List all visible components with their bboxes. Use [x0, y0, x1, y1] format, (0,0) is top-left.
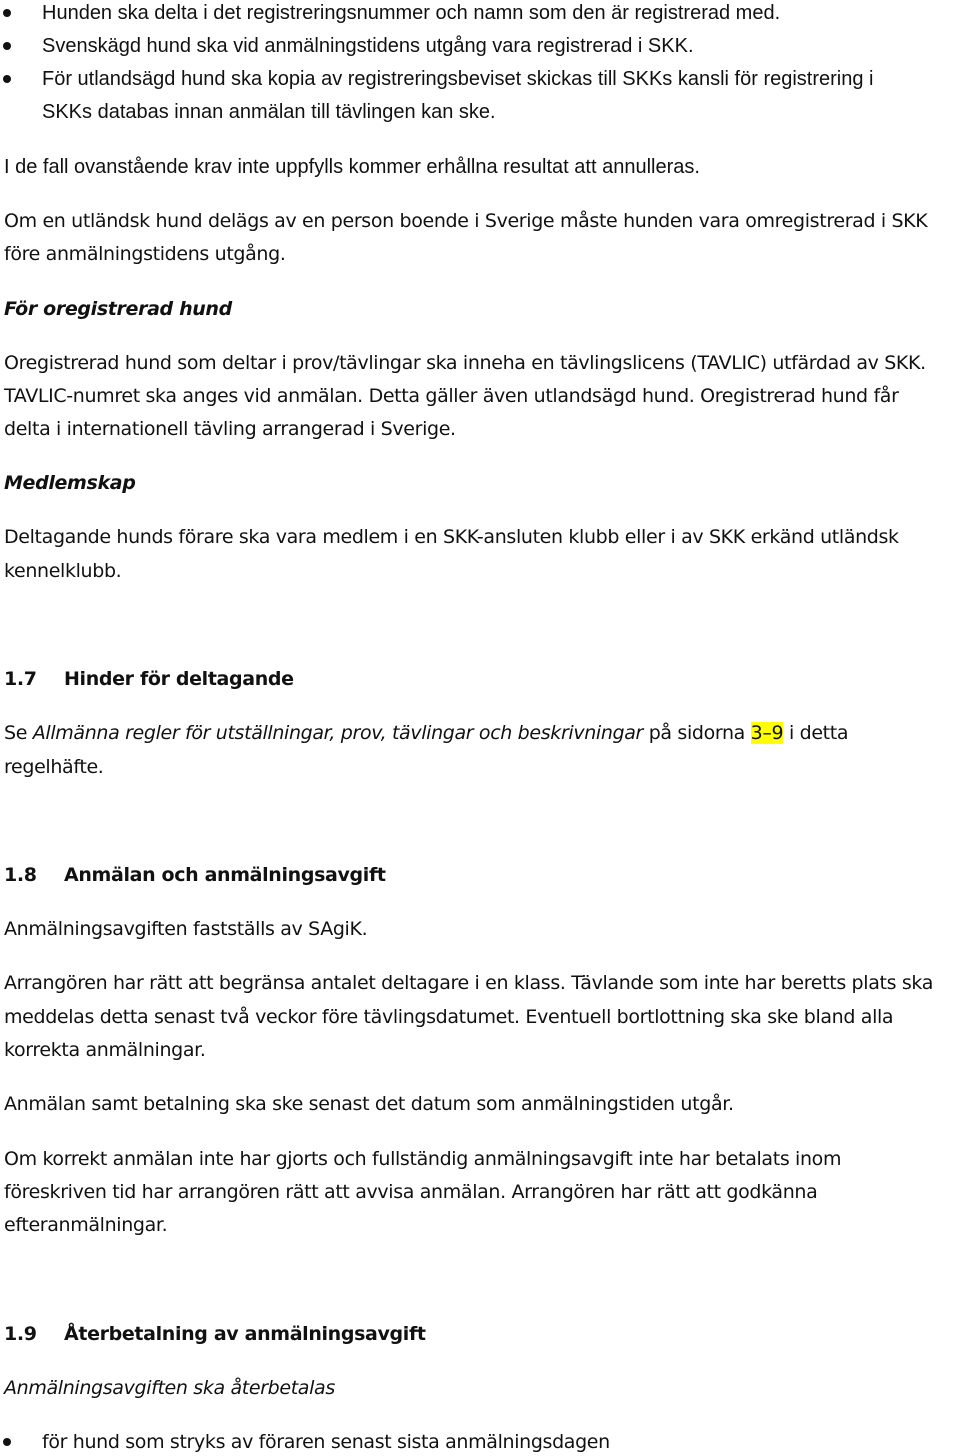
paragraph-membership-line: Deltagande hunds förare ska vara medlem i en SKK-ansluten klubb eller i av SKK erkänd utländsk	[4, 526, 899, 548]
bullet-item: Svenskägd hund ska vid anmälningstidens utgång vara registrerad i SKK.	[42, 35, 694, 57]
heading-membership: Medlemskap	[4, 472, 136, 494]
paragraph-reject-line: föreskriven tid har arrangören rätt att avvisa anmälan. Arrangören har rätt att godkänna	[4, 1181, 818, 1203]
bullet-icon	[3, 9, 11, 17]
paragraph-membership-line: kennelklubb.	[4, 560, 122, 582]
bullet-icon	[3, 75, 11, 83]
paragraph-fee-set: Anmälningsavgiften fastställs av SAgiK.	[4, 918, 368, 940]
paragraph-foreign-line: Om en utländsk hund delägs av en person boende i Sverige måste hunden vara omregistrerad i SKK	[4, 210, 928, 232]
section-title: Återbetalning av anmälningsavgift	[64, 1323, 426, 1345]
subheading-refund: Anmälningsavgiften ska återbetalas	[4, 1377, 335, 1399]
reference-rules-title: Allmänna regler för utställningar, prov, tävlingar och beskrivningar	[32, 722, 644, 744]
reference-suffix: i detta	[783, 722, 849, 744]
paragraph-limit-line: meddelas detta senast två veckor före tävlingsdatumet. Eventuell bortlottning ska ske bland alla	[4, 1006, 894, 1028]
section-heading-1-7	[4, 665, 294, 693]
bullet-icon	[3, 1438, 11, 1446]
section-title: Anmälan och anmälningsavgift	[64, 864, 386, 886]
section-heading-1-9	[4, 1320, 426, 1348]
heading-unregistered: För oregistrerad hund	[4, 298, 232, 320]
reference-prefix: Se	[4, 722, 33, 744]
highlighted-page-range: 3–9	[750, 722, 784, 744]
paragraph-foreign-line: före anmälningstidens utgång.	[4, 243, 286, 265]
paragraph-annul: I de fall ovanstående krav inte uppfylls kommer erhållna resultat att annulleras.	[4, 156, 700, 178]
paragraph-unregistered-line: Oregistrerad hund som deltar i prov/tävlingar ska inneha en tävlingslicens (TAVLIC) utfärdad av SKK.	[4, 352, 926, 374]
paragraph-reject-line: efteranmälningar.	[4, 1214, 168, 1236]
bullet-item: För utlandsägd hund ska kopia av registreringsbeviset skickas till SKKs kansli för registrering i	[42, 68, 874, 90]
bullet-item: Hunden ska delta i det registreringsnummer och namn som den är registrerad med.	[42, 2, 781, 24]
bullet-item-continuation: SKKs databas innan anmälan till tävlingen kan ske.	[42, 101, 496, 123]
section-number: 1.8	[4, 864, 37, 886]
section-1-7-reference-line2: regelhäfte.	[4, 756, 104, 778]
section-heading-1-8	[4, 861, 386, 889]
section-number: 1.9	[4, 1323, 37, 1345]
bullet-icon	[3, 42, 11, 50]
reference-mid: på sidorna	[643, 722, 751, 744]
paragraph-payment: Anmälan samt betalning ska ske senast det datum som anmälningstiden utgår.	[4, 1093, 734, 1115]
paragraph-unregistered-line: delta i internationell tävling arrangerad i Sverige.	[4, 418, 456, 440]
section-number: 1.7	[4, 668, 37, 690]
paragraph-limit-line: Arrangören har rätt att begränsa antalet deltagare i en klass. Tävlande som inte har beretts plats ska	[4, 972, 933, 994]
bullet-item: för hund som stryks av föraren senast sista anmälningsdagen	[42, 1431, 610, 1453]
paragraph-reject-line: Om korrekt anmälan inte har gjorts och fullständig anmälningsavgift inte har betalats inom	[4, 1148, 842, 1170]
section-1-7-reference-line	[4, 719, 848, 747]
paragraph-unregistered-line: TAVLIC-numret ska anges vid anmälan. Detta gäller även utlandsägd hund. Oregistrerad hund får	[4, 385, 899, 407]
paragraph-limit-line: korrekta anmälningar.	[4, 1039, 206, 1061]
section-title: Hinder för deltagande	[64, 668, 294, 690]
